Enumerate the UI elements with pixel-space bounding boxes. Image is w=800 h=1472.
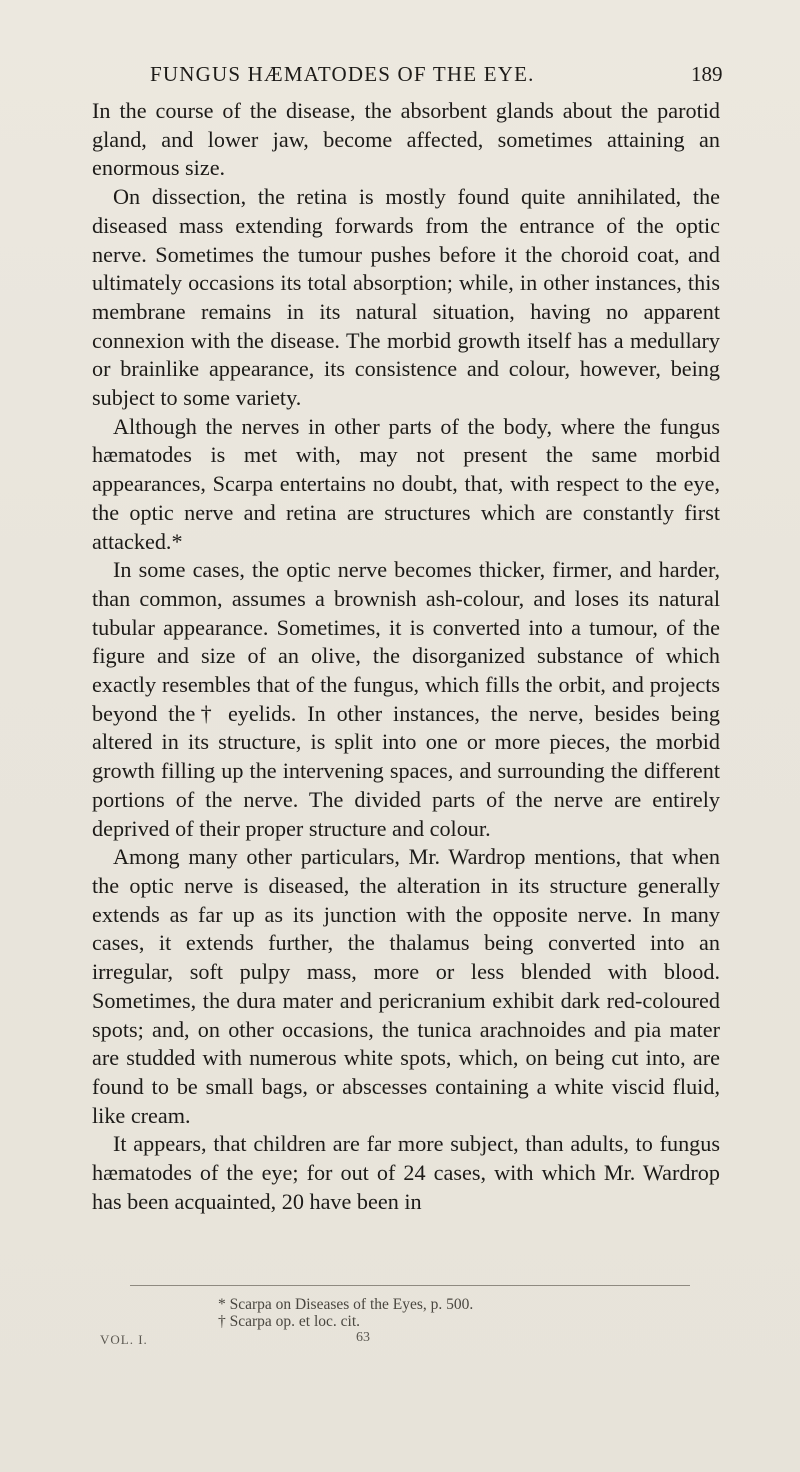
volume-signature: VOL. I.	[100, 1332, 148, 1347]
paragraph-children-cases: It appears, that children are far more subject, than adults, to fungus hæmatodes of the eye; for out of 24 cases, with which Mr. Wardrop has been acquainted, 20 have been in	[92, 1131, 720, 1214]
page-number: 189	[691, 62, 723, 86]
footnotes	[218, 1296, 698, 1330]
running-title: FUNGUS HÆMATODES OF THE EYE.	[150, 62, 535, 86]
paragraph-scarpa-opinion: Although the nerves in other parts of the body, where the fungus hæmatodes is met with, may not present the same morbid appearances, Scarpa entertains no doubt, that, with respect to the eye, the optic nerve and retina are structures which are constantly first attacked.*	[92, 413, 720, 554]
sheet-number: 63	[356, 1330, 370, 1345]
footnote-scarpa-diseases: * Scarpa on Diseases of the Eyes, p. 500.	[218, 1296, 474, 1313]
running-head	[0, 62, 800, 92]
body-text	[92, 97, 720, 1216]
paragraph-dissection: On dissection, the retina is mostly found quite annihilated, the diseased mass extending forwards from the entrance of the optic nerve. Sometimes the tumour pushes before it the choroid coat, and ultimately occasions its total absorption; while, in other instances, this membrane remains in its natural situation, having no apparent connexion with the disease. The morbid growth itself has a medullary or brainlike appearance, its consistence and colour, however, being subject to some variety.	[92, 184, 720, 411]
paragraph-optic-nerve-changes: In some cases, the optic nerve becomes thicker, firmer, and harder, than common, assumes a brownish ash-colour, and loses its natural tubular appearance. Sometimes, it is converted into a tumour, of the figure and size of an olive, the disorganized substance of which exactly resembles that of the fungus, which fills the orbit, and projects beyond the† eyelids. In other instances, the nerve, besides being altered in its structure, is split into one or more pieces, the morbid growth filling up the intervening spaces, and surrounding the different portions of the nerve. The divided parts of the nerve are entirely deprived of their proper structure and colour.	[92, 557, 720, 841]
paragraph-wardrop-observations: Among many other particulars, Mr. Wardrop mentions, that when the optic nerve is diseased, the alteration in its structure generally extends as far up as its junction with the opposite nerve. In many cases, it extends further, the thalamus being converted into an irregular, soft pulpy mass, more or less blended with blood. Sometimes, the dura mater and pericranium exhibit dark red-coloured spots; and, on other occasions, the tunica arachnoides and pia mater are studded with numerous white spots, which, on being cut into, are found to be small bags, or abscesses containing a white viscid fluid, like cream.	[92, 844, 720, 1128]
footnote-divider	[130, 1285, 690, 1286]
footnote-scarpa-op-cit: † Scarpa op. et loc. cit.	[218, 1313, 361, 1330]
paragraph-absorbent-glands: In the course of the disease, the absorbent glands about the parotid gland, and lower jaw, become affected, sometimes attaining an enormous size.	[92, 98, 720, 181]
